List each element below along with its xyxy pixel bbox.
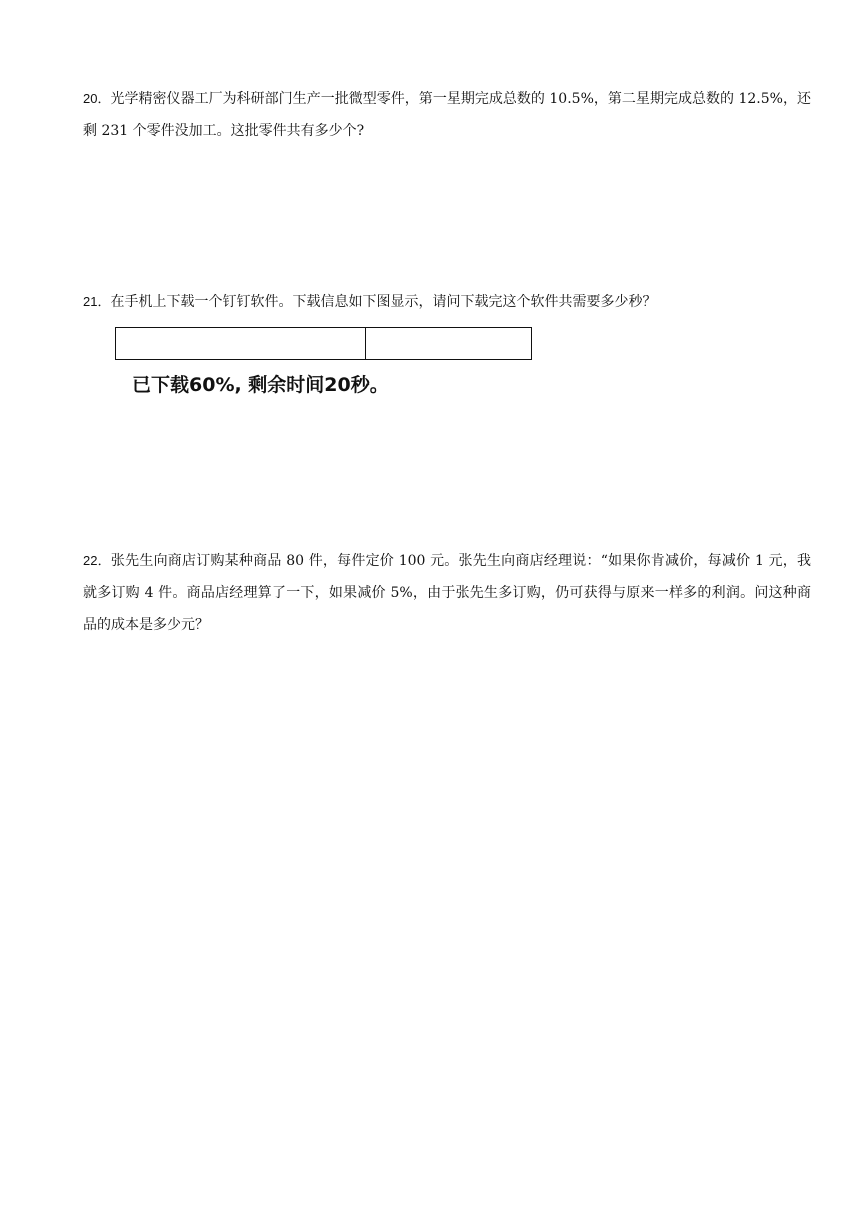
problem-20: [83, 83, 811, 147]
problem-number: 20．: [83, 91, 111, 106]
problem-22: [83, 545, 811, 641]
progress-divider: [365, 328, 366, 359]
problem-number: 22．: [83, 553, 111, 568]
problem-21: [83, 286, 811, 318]
problem-text: 张先生向商店订购某种商品 80 件，每件定价 100 元。张先生向商店经理说：“如果你肯减价，每减价 1 元，我就多订购 4 件。商品店经理算了一下，如果减价 5%，由于张先生多订购，仍可获得与原来一样多的利润。问这种商品的成本是多少元？: [83, 553, 811, 633]
download-progress-bar: [115, 327, 532, 360]
problem-text: 光学精密仪器工厂为科研部门生产一批微型零件，第一星期完成总数的 10.5%，第二星期完成总数的 12.5%，还剩 231 个零件没加工。这批零件共有多少个?: [83, 91, 811, 139]
problem-text: 在手机上下载一个钉钉软件。下载信息如下图显示，请问下载完这个软件共需要多少秒？: [110, 294, 657, 310]
problem-number: 21．: [83, 294, 111, 309]
download-caption: 已下载60%, 剩余时间20秒。: [132, 374, 389, 396]
